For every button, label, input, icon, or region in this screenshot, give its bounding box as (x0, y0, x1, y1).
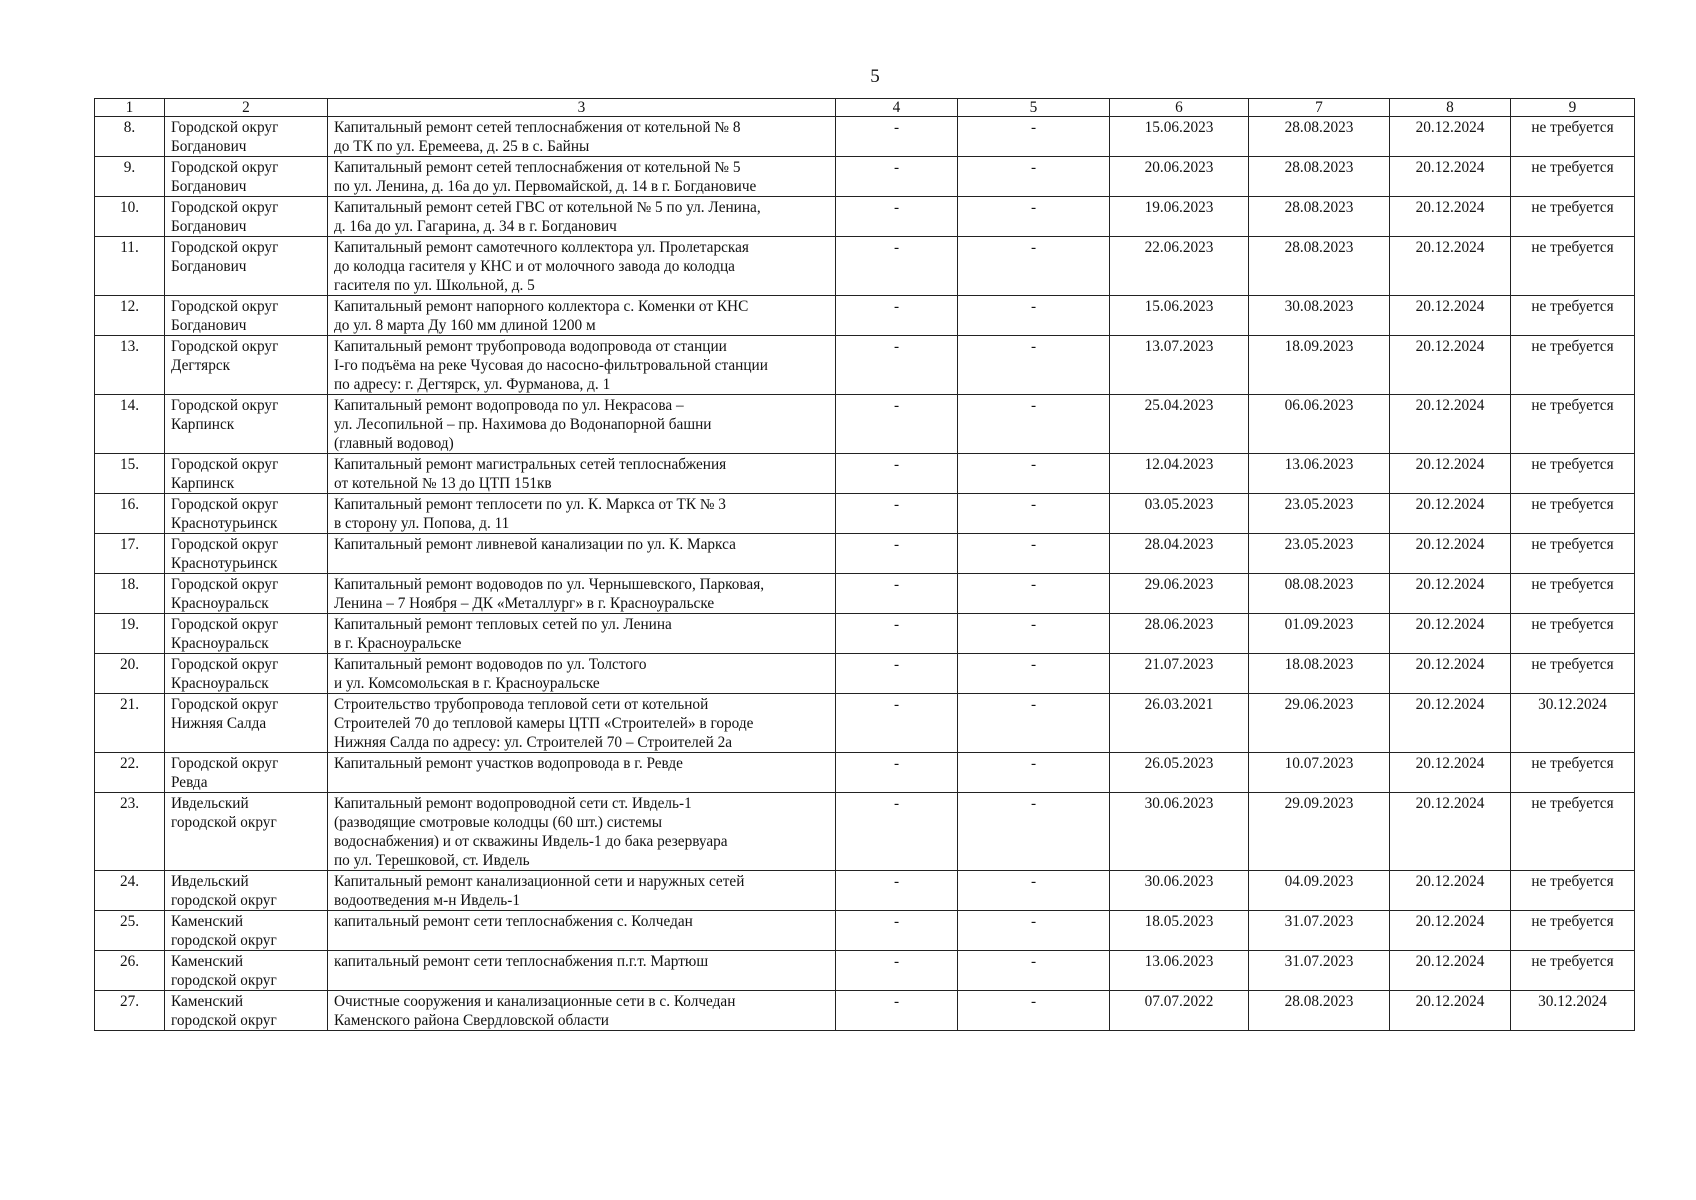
col8-date-cell: 20.12.2024 (1390, 574, 1511, 614)
table-row (95, 654, 1635, 694)
header-cell: 6 (1110, 99, 1249, 117)
col7-date-cell: 01.09.2023 (1249, 614, 1390, 654)
row-number: 19. (95, 614, 165, 654)
table-row (95, 911, 1635, 951)
col9-cell: не требуется (1511, 614, 1635, 654)
municipality-cell: Городской округ Нижняя Салда (165, 694, 328, 753)
col5-cell: - (958, 694, 1110, 753)
col5-cell: - (958, 951, 1110, 991)
col4-cell: - (836, 694, 958, 753)
col9-cell: не требуется (1511, 237, 1635, 296)
header-cell: 2 (165, 99, 328, 117)
col4-cell: - (836, 395, 958, 454)
row-number: 9. (95, 157, 165, 197)
col5-cell: - (958, 753, 1110, 793)
col6-date-cell: 18.05.2023 (1110, 911, 1249, 951)
municipality-cell: Городской округ Красноуральск (165, 614, 328, 654)
description-cell: Капитальный ремонт сетей ГВС от котельной № 5 по ул. Ленина, д. 16а до ул. Гагарина, д. 34 в г. Богданович (328, 197, 836, 237)
col6-date-cell: 19.06.2023 (1110, 197, 1249, 237)
description-cell: Капитальный ремонт самотечного коллектора ул. Пролетарская до колодца гасителя у КНС и от молочного завода до колодца гасителя по ул. Школьной, д. 5 (328, 237, 836, 296)
col6-date-cell: 15.06.2023 (1110, 117, 1249, 157)
col4-cell: - (836, 117, 958, 157)
col5-cell: - (958, 395, 1110, 454)
col8-date-cell: 20.12.2024 (1390, 197, 1511, 237)
description-cell: Капитальный ремонт магистральных сетей теплоснабжения от котельной № 13 до ЦТП 151кв (328, 454, 836, 494)
col8-date-cell: 20.12.2024 (1390, 793, 1511, 871)
municipality-cell: Каменский городской округ (165, 991, 328, 1031)
col6-date-cell: 07.07.2022 (1110, 991, 1249, 1031)
col6-date-cell: 03.05.2023 (1110, 494, 1249, 534)
works-table (94, 98, 1635, 1031)
col7-date-cell: 04.09.2023 (1249, 871, 1390, 911)
col6-date-cell: 12.04.2023 (1110, 454, 1249, 494)
municipality-cell: Городской округ Красноуральск (165, 654, 328, 694)
col8-date-cell: 20.12.2024 (1390, 157, 1511, 197)
col5-cell: - (958, 296, 1110, 336)
col6-date-cell: 28.04.2023 (1110, 534, 1249, 574)
municipality-cell: Городской округ Карпинск (165, 395, 328, 454)
municipality-cell: Городской округ Дегтярск (165, 336, 328, 395)
row-number: 21. (95, 694, 165, 753)
municipality-cell: Городской округ Богданович (165, 237, 328, 296)
col6-date-cell: 20.06.2023 (1110, 157, 1249, 197)
col8-date-cell: 20.12.2024 (1390, 991, 1511, 1031)
row-number: 25. (95, 911, 165, 951)
table-row (95, 117, 1635, 157)
table-row (95, 534, 1635, 574)
col7-date-cell: 30.08.2023 (1249, 296, 1390, 336)
table-row (95, 336, 1635, 395)
col5-cell: - (958, 911, 1110, 951)
description-cell: Капитальный ремонт канализационной сети и наружных сетей водоотведения м-н Ивдель-1 (328, 871, 836, 911)
col9-cell: 30.12.2024 (1511, 694, 1635, 753)
col4-cell: - (836, 911, 958, 951)
col8-date-cell: 20.12.2024 (1390, 117, 1511, 157)
col4-cell: - (836, 454, 958, 494)
col7-date-cell: 28.08.2023 (1249, 237, 1390, 296)
col4-cell: - (836, 494, 958, 534)
row-number: 22. (95, 753, 165, 793)
description-cell: Капитальный ремонт тепловых сетей по ул. Ленина в г. Красноуральске (328, 614, 836, 654)
row-number: 18. (95, 574, 165, 614)
table-row (95, 157, 1635, 197)
col7-date-cell: 31.07.2023 (1249, 951, 1390, 991)
table-row (95, 296, 1635, 336)
col6-date-cell: 22.06.2023 (1110, 237, 1249, 296)
col7-date-cell: 28.08.2023 (1249, 991, 1390, 1031)
table-row (95, 871, 1635, 911)
col6-date-cell: 26.05.2023 (1110, 753, 1249, 793)
col7-date-cell: 10.07.2023 (1249, 753, 1390, 793)
col5-cell: - (958, 534, 1110, 574)
col6-date-cell: 29.06.2023 (1110, 574, 1249, 614)
col8-date-cell: 20.12.2024 (1390, 951, 1511, 991)
row-number: 12. (95, 296, 165, 336)
description-cell: Очистные сооружения и канализационные сети в с. Колчедан Каменского района Свердловской области (328, 991, 836, 1031)
municipality-cell: Ивдельский городской округ (165, 793, 328, 871)
description-cell: Капитальный ремонт трубопровода водопровода от станции I-го подъёма на реке Чусовая до насосно-фильтровальной станции по адресу: г. Дегтярск, ул. Фурманова, д. 1 (328, 336, 836, 395)
description-cell: Капитальный ремонт сетей теплоснабжения от котельной № 5 по ул. Ленина, д. 16а до ул. Первомайской, д. 14 в г. Богдановиче (328, 157, 836, 197)
col9-cell: не требуется (1511, 395, 1635, 454)
col4-cell: - (836, 534, 958, 574)
row-number: 13. (95, 336, 165, 395)
row-number: 27. (95, 991, 165, 1031)
col9-cell: не требуется (1511, 654, 1635, 694)
row-number: 8. (95, 117, 165, 157)
col6-date-cell: 13.07.2023 (1110, 336, 1249, 395)
col7-date-cell: 28.08.2023 (1249, 197, 1390, 237)
col8-date-cell: 20.12.2024 (1390, 694, 1511, 753)
col5-cell: - (958, 197, 1110, 237)
table-row (95, 951, 1635, 991)
description-cell: Капитальный ремонт водопровода по ул. Некрасова – ул. Лесопильной – пр. Нахимова до Водонапорной башни (главный водовод) (328, 395, 836, 454)
col5-cell: - (958, 574, 1110, 614)
col6-date-cell: 30.06.2023 (1110, 871, 1249, 911)
col9-cell: не требуется (1511, 117, 1635, 157)
col8-date-cell: 20.12.2024 (1390, 871, 1511, 911)
col4-cell: - (836, 336, 958, 395)
col4-cell: - (836, 951, 958, 991)
row-number: 17. (95, 534, 165, 574)
col9-cell: не требуется (1511, 336, 1635, 395)
col9-cell: не требуется (1511, 753, 1635, 793)
col4-cell: - (836, 614, 958, 654)
col5-cell: - (958, 871, 1110, 911)
row-number: 10. (95, 197, 165, 237)
description-cell: Строительство трубопровода тепловой сети от котельной Строителей 70 до тепловой камеры ЦТП «Строителей» в городе Нижняя Салда по адресу: ул. Строителей 70 – Строителей 2а (328, 694, 836, 753)
table-row (95, 753, 1635, 793)
col4-cell: - (836, 793, 958, 871)
table-header-row (95, 99, 1635, 117)
col9-cell: не требуется (1511, 911, 1635, 951)
col9-cell: не требуется (1511, 157, 1635, 197)
description-cell: Капитальный ремонт напорного коллектора с. Коменки от КНС до ул. 8 марта Ду 160 мм длиной 1200 м (328, 296, 836, 336)
col6-date-cell: 21.07.2023 (1110, 654, 1249, 694)
col5-cell: - (958, 654, 1110, 694)
municipality-cell: Каменский городской округ (165, 951, 328, 991)
col9-cell: не требуется (1511, 197, 1635, 237)
header-cell: 1 (95, 99, 165, 117)
description-cell: Капитальный ремонт водоводов по ул. Чернышевского, Парковая, Ленина – 7 Ноября – ДК «Металлург» в г. Красноуральске (328, 574, 836, 614)
row-number: 23. (95, 793, 165, 871)
col7-date-cell: 06.06.2023 (1249, 395, 1390, 454)
col4-cell: - (836, 753, 958, 793)
municipality-cell: Городской округ Карпинск (165, 454, 328, 494)
col8-date-cell: 20.12.2024 (1390, 654, 1511, 694)
municipality-cell: Городской округ Ревда (165, 753, 328, 793)
col4-cell: - (836, 654, 958, 694)
col5-cell: - (958, 117, 1110, 157)
municipality-cell: Городской округ Богданович (165, 117, 328, 157)
col4-cell: - (836, 296, 958, 336)
col4-cell: - (836, 197, 958, 237)
description-cell: Капитальный ремонт ливневой канализации по ул. К. Маркса (328, 534, 836, 574)
col5-cell: - (958, 237, 1110, 296)
col8-date-cell: 20.12.2024 (1390, 494, 1511, 534)
page-number: 5 (870, 66, 880, 87)
table-row (95, 793, 1635, 871)
header-cell: 8 (1390, 99, 1511, 117)
description-cell: Капитальный ремонт сетей теплоснабжения от котельной № 8 до ТК по ул. Еремеева, д. 25 в с. Байны (328, 117, 836, 157)
col9-cell: не требуется (1511, 574, 1635, 614)
col5-cell: - (958, 614, 1110, 654)
col8-date-cell: 20.12.2024 (1390, 296, 1511, 336)
table-row (95, 614, 1635, 654)
col4-cell: - (836, 157, 958, 197)
col5-cell: - (958, 336, 1110, 395)
description-cell: Капитальный ремонт водопроводной сети ст. Ивдель-1 (разводящие смотровые колодцы (60 шт.) системы водоснабжения) и от скважины Ивдель-1 до бака резервуара по ул. Терешковой, ст. Ивдель (328, 793, 836, 871)
table-row (95, 574, 1635, 614)
row-number: 26. (95, 951, 165, 991)
col5-cell: - (958, 454, 1110, 494)
table-row (95, 237, 1635, 296)
col8-date-cell: 20.12.2024 (1390, 237, 1511, 296)
description-cell: капитальный ремонт сети теплоснабжения п.г.т. Мартюш (328, 951, 836, 991)
col7-date-cell: 31.07.2023 (1249, 911, 1390, 951)
row-number: 11. (95, 237, 165, 296)
col6-date-cell: 25.04.2023 (1110, 395, 1249, 454)
col7-date-cell: 08.08.2023 (1249, 574, 1390, 614)
col7-date-cell: 29.06.2023 (1249, 694, 1390, 753)
row-number: 24. (95, 871, 165, 911)
col7-date-cell: 23.05.2023 (1249, 494, 1390, 534)
municipality-cell: Городской округ Красноуральск (165, 574, 328, 614)
municipality-cell: Каменский городской округ (165, 911, 328, 951)
description-cell: капитальный ремонт сети теплоснабжения с. Колчедан (328, 911, 836, 951)
col9-cell: не требуется (1511, 793, 1635, 871)
col7-date-cell: 18.09.2023 (1249, 336, 1390, 395)
col5-cell: - (958, 793, 1110, 871)
table-row (95, 991, 1635, 1031)
col7-date-cell: 23.05.2023 (1249, 534, 1390, 574)
col4-cell: - (836, 574, 958, 614)
description-cell: Капитальный ремонт водоводов по ул. Толстого и ул. Комсомольская в г. Красноуральске (328, 654, 836, 694)
col8-date-cell: 20.12.2024 (1390, 395, 1511, 454)
col4-cell: - (836, 237, 958, 296)
col4-cell: - (836, 991, 958, 1031)
col9-cell: не требуется (1511, 871, 1635, 911)
col8-date-cell: 20.12.2024 (1390, 454, 1511, 494)
col5-cell: - (958, 157, 1110, 197)
municipality-cell: Городской округ Богданович (165, 296, 328, 336)
row-number: 16. (95, 494, 165, 534)
col9-cell: 30.12.2024 (1511, 991, 1635, 1031)
col5-cell: - (958, 991, 1110, 1031)
row-number: 15. (95, 454, 165, 494)
col6-date-cell: 30.06.2023 (1110, 793, 1249, 871)
col8-date-cell: 20.12.2024 (1390, 336, 1511, 395)
row-number: 14. (95, 395, 165, 454)
row-number: 20. (95, 654, 165, 694)
col7-date-cell: 28.08.2023 (1249, 157, 1390, 197)
header-cell: 3 (328, 99, 836, 117)
col9-cell: не требуется (1511, 296, 1635, 336)
col4-cell: - (836, 871, 958, 911)
col6-date-cell: 28.06.2023 (1110, 614, 1249, 654)
municipality-cell: Ивдельский городской округ (165, 871, 328, 911)
description-cell: Капитальный ремонт теплосети по ул. К. Маркса от ТК № 3 в сторону ул. Попова, д. 11 (328, 494, 836, 534)
header-cell: 9 (1511, 99, 1635, 117)
description-cell: Капитальный ремонт участков водопровода в г. Ревде (328, 753, 836, 793)
col9-cell: не требуется (1511, 494, 1635, 534)
col6-date-cell: 26.03.2021 (1110, 694, 1249, 753)
col9-cell: не требуется (1511, 454, 1635, 494)
header-cell: 5 (958, 99, 1110, 117)
col7-date-cell: 13.06.2023 (1249, 454, 1390, 494)
col9-cell: не требуется (1511, 951, 1635, 991)
table-row (95, 395, 1635, 454)
col5-cell: - (958, 494, 1110, 534)
table-row (95, 694, 1635, 753)
col7-date-cell: 29.09.2023 (1249, 793, 1390, 871)
col6-date-cell: 15.06.2023 (1110, 296, 1249, 336)
col8-date-cell: 20.12.2024 (1390, 534, 1511, 574)
table-row (95, 494, 1635, 534)
municipality-cell: Городской округ Краснотурьинск (165, 494, 328, 534)
table-row (95, 197, 1635, 237)
municipality-cell: Городской округ Богданович (165, 157, 328, 197)
municipality-cell: Городской округ Краснотурьинск (165, 534, 328, 574)
col7-date-cell: 28.08.2023 (1249, 117, 1390, 157)
col8-date-cell: 20.12.2024 (1390, 614, 1511, 654)
header-cell: 7 (1249, 99, 1390, 117)
col9-cell: не требуется (1511, 534, 1635, 574)
col8-date-cell: 20.12.2024 (1390, 753, 1511, 793)
table-row (95, 454, 1635, 494)
municipality-cell: Городской округ Богданович (165, 197, 328, 237)
col8-date-cell: 20.12.2024 (1390, 911, 1511, 951)
col7-date-cell: 18.08.2023 (1249, 654, 1390, 694)
col6-date-cell: 13.06.2023 (1110, 951, 1249, 991)
header-cell: 4 (836, 99, 958, 117)
